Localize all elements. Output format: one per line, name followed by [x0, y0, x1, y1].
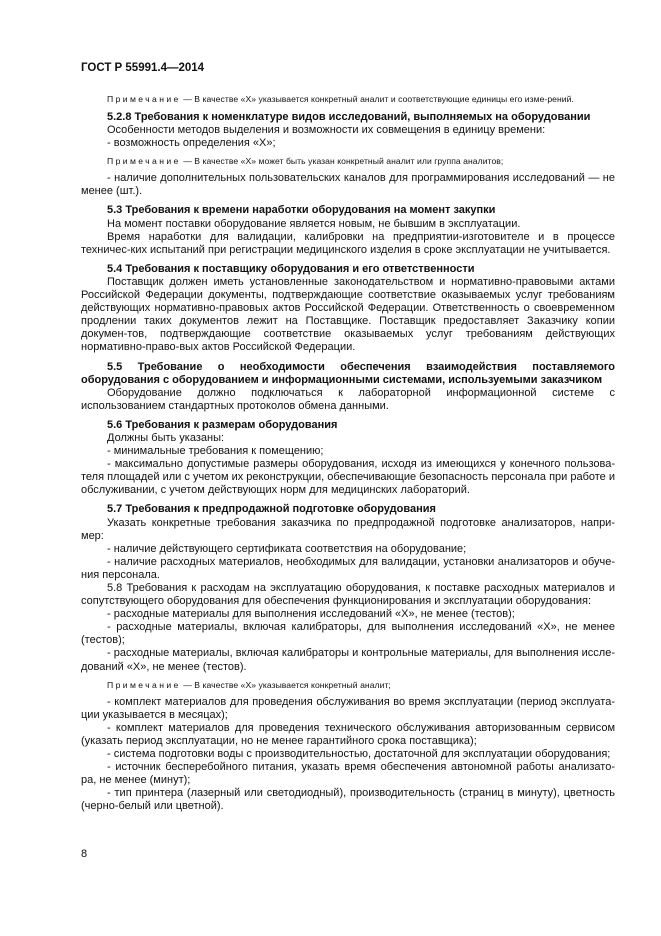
note — [81, 93, 615, 105]
section-heading: 5.5 Требование о необходимости обеспечения взаимодействия поставляемого оборудования с оборудованием и информационными системами, используемыми заказчиком — [81, 360, 615, 386]
note-label: Примечание — [107, 156, 181, 167]
section-heading: 5.7 Требования к предпродажной подготовке оборудования — [107, 503, 436, 516]
paragraph: На момент поставки оборудование является новым, не бывшим в эксплуатации. — [107, 217, 521, 230]
paragraph: 5.8 Требования к расходам на эксплуатацию оборудования, к поставке расходных материалов и сопутствующего оборудования для обеспечения функционирования и эксплуатации оборудования: — [81, 582, 615, 608]
section-heading: 5.4 Требования к поставщику оборудования и его ответственности — [107, 262, 475, 275]
paragraph: - минимальные требования к помещению; — [107, 445, 324, 458]
section-heading: 5.3 Требования к времени наработки оборудования на момент закупки — [107, 204, 496, 217]
paragraph: - расходные материалы для выполнения исследований «Х», не менее (тестов); — [107, 608, 515, 621]
paragraph: - комплект материалов для проведения технического обслуживания авторизованным сервисом (указать период эксплуатации, но не менее гарантийного срока поставщика); — [81, 721, 615, 747]
page-number: 8 — [81, 848, 88, 860]
note — [81, 679, 615, 691]
paragraph: - возможность определения «Х»; — [107, 137, 276, 150]
paragraph: Указать конкретные требования заказчика по предпродажной подготовке анализаторов, напри-мер: — [81, 516, 615, 542]
document-body — [81, 93, 615, 814]
document-header — [81, 62, 204, 74]
note-text: — В качестве «Х» указывается конкретный аналит и соответствующие единицы его изме-рений. — [183, 94, 574, 104]
paragraph: - комплект материалов для проведения обслуживания во время эксплуатации (период эксплуата-ции указывается в месяцах); — [81, 695, 615, 721]
paragraph: - тип принтера (лазерный или светодиодный), производительность (страниц в минуту), цветность (черно-белый или цветной). — [81, 787, 615, 813]
paragraph: - расходные материалы, включая калибраторы и контрольные материалы, для выполнения иссле-дований «Х», не менее (тестов). — [81, 647, 615, 673]
paragraph: - максимально допустимые размеры оборудования, исходя из имеющихся у конечного пользова-теля площадей или с учетом их реконструкции, обеспечивающие безопасность персонала при работе и обслуживании, с учетом действующих норм для медицинских лабораторий. — [81, 458, 615, 497]
paragraph: - расходные материалы, включая калибраторы, для выполнения исследований «Х», не менее (тестов); — [81, 621, 615, 647]
paragraph: Должны быть указаны: — [107, 431, 225, 444]
paragraph: - система подготовки воды с производительностью, достаточной для эксплуатации оборудования; — [107, 748, 611, 761]
note-text: — В качестве «Х» указывается конкретный аналит; — [183, 679, 391, 690]
note-label: Примечание — [107, 94, 181, 104]
paragraph: Особенности методов выделения и возможности их совмещения в единицу времени: — [107, 124, 546, 137]
section-heading: 5.2.8 Требования к номенклатуре видов исследований, выполняемых на оборудовании — [107, 111, 591, 123]
note-text: — В качестве «Х» может быть указан конкретный аналит или группа аналитов; — [183, 156, 504, 167]
paragraph: - наличие действующего сертификата соответствия на оборудование; — [107, 542, 467, 555]
paragraph: - наличие дополнительных пользовательских каналов для программирования исследований — не менее (шт.). — [81, 172, 615, 198]
paragraph: Оборудование должно подключаться к лабораторной информационной системе с использованием стандартных протоколов обмена данными. — [81, 386, 615, 412]
paragraph: - наличие расходных материалов, необходимых для валидации, установки анализаторов и обуче-ния персонала. — [81, 555, 615, 581]
document-id: ГОСТ Р 55991.4—2014 — [81, 62, 205, 74]
paragraph: Поставщик должен иметь установленные законодательством и нормативно-правовыми актами Российской Федерации документы, подтверждающие соответствие оказываемых услуг требованиям действующих нормативно-правовых актов Российской Федерации. Ответственность о своевременном продлении таких документов лежит на Поставщике. Поставщик предоставляет Заказчику копии докумен-тов, подтверждающие соответствие оказываемых услуг требованиям действующих нормативно-право-вых актов Российской Федерации. — [81, 275, 615, 354]
note-label: Примечание — [107, 679, 181, 690]
note — [81, 155, 615, 167]
paragraph: - источник бесперебойного питания, указать время обеспечения автономной работы анализато-ра, не менее (минут); — [81, 761, 615, 787]
paragraph: Время наработки для валидации, калибровки на предприятии-изготовителе и в процессе техничес-ких испытаний при регистрации медицинского изделия в сроке эксплуатации не учитывается. — [81, 230, 615, 256]
section-heading: 5.6 Требования к размерам оборудования — [107, 418, 338, 431]
